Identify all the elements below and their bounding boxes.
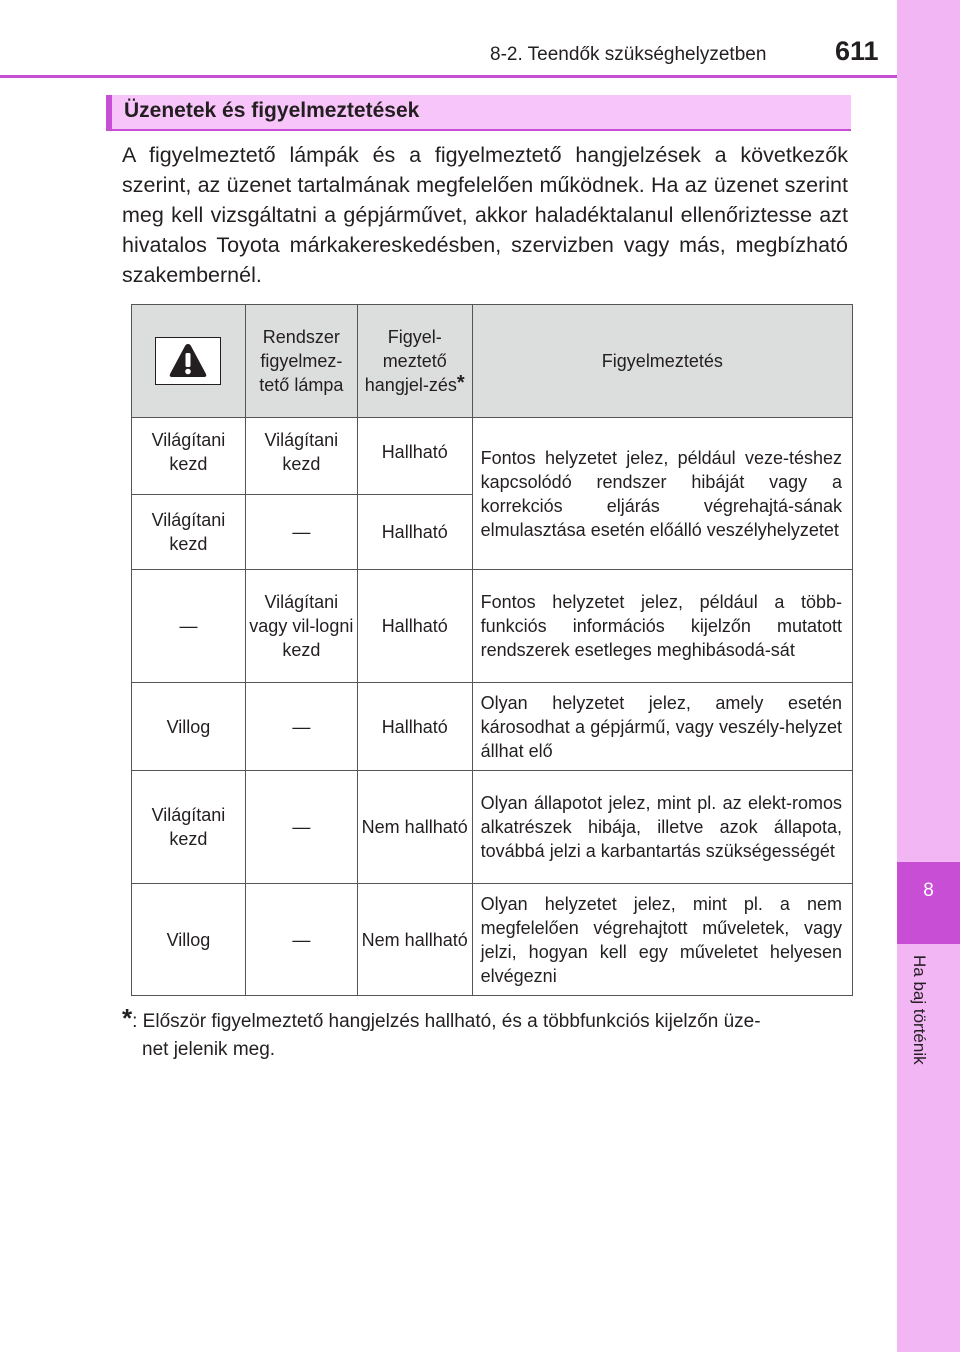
row-lamp: — [245, 771, 357, 884]
footnote-star: * [122, 1003, 133, 1033]
chapter-title: 8-2. Teendők szükséghelyzetben [490, 44, 767, 65]
row-warning: Olyan helyzetet jelez, mint pl. a nem megfelelően végrehajtott műveletek, vagy jelzi, hogyan kell egy műveletet helyesen elvégezni [472, 884, 852, 996]
section-title: Üzenetek és figyelmeztetések [124, 99, 420, 122]
footnote [122, 1004, 852, 1064]
header-rule [0, 75, 897, 78]
header-warning-label: Figyelmeztetés [601, 351, 723, 371]
table-row [132, 884, 853, 996]
row-buzzer: Nem hallható [357, 884, 472, 996]
table-row [132, 771, 853, 884]
header-cell-icon [132, 305, 246, 418]
header-buzzer-label: Figyel-meztető hangjel-zés [364, 327, 457, 395]
header-lamp-label: Rendszer figyelmez-tető lámpa [259, 327, 344, 395]
row-lamp: — [245, 884, 357, 996]
table-header-row [132, 305, 853, 418]
row-message: Világítani kezd [132, 495, 246, 570]
side-tab-strip [897, 0, 960, 1352]
chapter-tab-number: 8 [923, 880, 934, 901]
row-buzzer: Hallható [357, 570, 472, 683]
footnote-mark: * [456, 372, 465, 394]
intro-paragraph: A figyelmeztető lámpák és a figyelmeztető hangjelzések a következők szerint, az üzenet tartalmának megfelelően működnek. Ha az üzenet szerint meg kell vizsgáltatni a gépjárművet, akkor haladéktalanul ellenőriztesse azt hivatalos Toyota márkakereskedésben, szervizben vagy más, megbízható szakembernél. [122, 143, 848, 287]
row-warning: Olyan helyzetet jelez, amely esetén károsodhat a gépjármű, vagy veszély-helyzet állhat elő [472, 683, 852, 771]
row-buzzer: Hallható [357, 495, 472, 570]
row-warning: Fontos helyzetet jelez, például veze-téshez kapcsolódó rendszer hibáját vagy a korrekciós eljárás végrehajtá-sának elmulasztása esetén előálló veszélyhelyzetet [472, 418, 852, 570]
row-warning: Fontos helyzetet jelez, például a több-funkciós információs kijelzőn mutatott rendszerek esetleges meghibásodá-sát [472, 570, 852, 683]
warning-triangle-icon [155, 337, 221, 385]
header-cell-buzzer [357, 305, 472, 418]
header-cell-lamp [245, 305, 357, 418]
row-lamp: — [245, 683, 357, 771]
row-lamp: Világítani vagy vil-logni kezd [245, 570, 357, 683]
footnote-line-1: : Először figyelmeztető hangjelzés hallható, és a többfunkciós kijelzőn üze- [132, 1011, 761, 1032]
row-message: Villog [132, 884, 246, 996]
page-number: 611 [835, 36, 879, 66]
row-buzzer: Nem hallható [357, 771, 472, 884]
chapter-tab-label: Ha baj történik [910, 955, 929, 1065]
row-buzzer: Hallható [357, 683, 472, 771]
row-message: Világítani kezd [132, 771, 246, 884]
row-buzzer: Hallható [357, 418, 472, 495]
header-cell-warning [472, 305, 852, 418]
warning-table [131, 304, 853, 996]
table-row [132, 570, 853, 683]
table-row [132, 683, 853, 771]
row-message: Világítani kezd [132, 418, 246, 495]
row-message: Villog [132, 683, 246, 771]
row-lamp: Világítani kezd [245, 418, 357, 495]
table-row [132, 418, 853, 495]
footnote-line-2: net jelenik meg. [142, 1039, 276, 1060]
chapter-tab-box [897, 862, 960, 944]
row-warning: Olyan állapotot jelez, mint pl. az elekt-romos alkatrészek hibája, illetve azok állapota, továbbá jelzi a karbantartás szükségességét [472, 771, 852, 884]
row-lamp: — [245, 495, 357, 570]
section-heading-rule [106, 129, 851, 131]
row-message: — [132, 570, 246, 683]
